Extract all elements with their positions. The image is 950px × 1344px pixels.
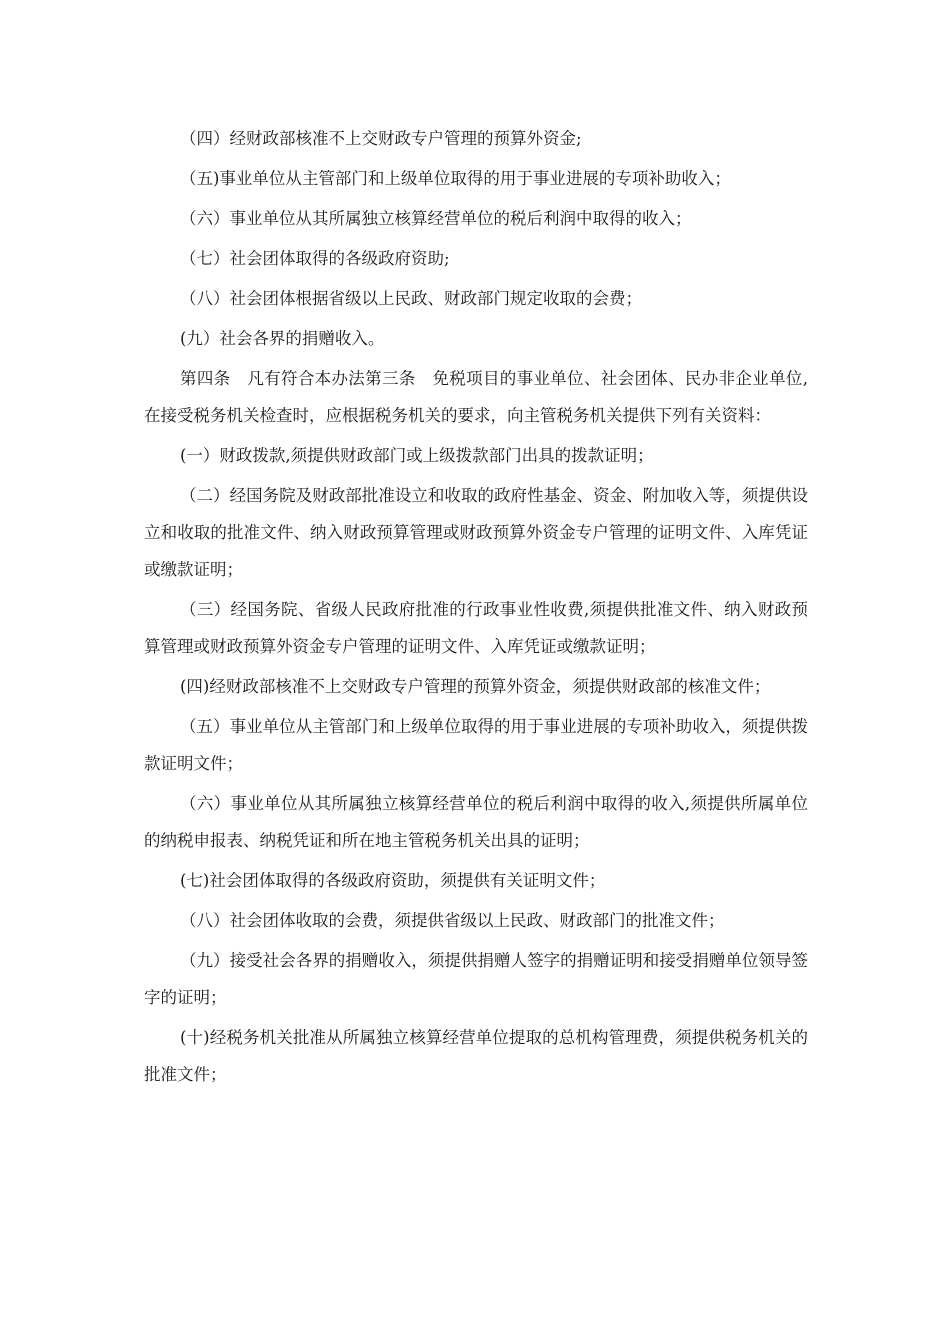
paragraph: （四）经财政部核准不上交财政专户管理的预算外资金; — [180, 129, 582, 148]
paragraph: （八）社会团体根据省级以上民政、财政部门规定收取的会费； — [180, 289, 642, 308]
paragraph: （五）事业单位从主管部门和上级单位取得的用于事业进展的专项补助收入，须提供拨款证明文件； — [144, 717, 808, 773]
document-body — [144, 120, 808, 1096]
paragraph: (一）财政拨款,须提供财政部门或上级拨款部门出具的拨款证明； — [180, 446, 654, 465]
paragraph: （二）经国务院及财政部批准设立和收取的政府性基金、资金、附加收入等，须提供设立和收取的批准文件、纳入财政预算管理或财政预算外资金专户管理的证明文件、入库凭证或缴款证明； — [144, 486, 808, 579]
paragraph: （八）社会团体收取的会费，须提供省级以上民政、财政部门的批准文件； — [180, 911, 725, 930]
paragraph: (十)经税务机关批准从所属独立核算经营单位提取的总机构管理费，须提供税务机关的批准文件； — [144, 1028, 808, 1084]
paragraph: （六）事业单位从其所属独立核算经营单位的税后利润中取得的收入； — [180, 209, 692, 228]
paragraph: (四)经财政部核准不上交财政专户管理的预算外资金，须提供财政部的核准文件； — [180, 677, 771, 696]
paragraph: （五)事业单位从主管部门和上级单位取得的用于事业进展的专项补助收入； — [180, 169, 731, 188]
paragraph: (九）社会各界的捐赠收入。 — [180, 329, 385, 348]
paragraph: （九）接受社会各界的捐赠收入，须提供捐赠人签字的捐赠证明和接受捐赠单位领导签字的证明； — [144, 951, 808, 1007]
paragraph: （三）经国务院、省级人民政府批准的行政事业性收费,须提供批准文件、纳入财政预算管理或财政预算外资金专户管理的证明文件、入库凭证或缴款证明； — [144, 600, 808, 656]
paragraph: （六）事业单位从其所属独立核算经营单位的税后利润中取得的收入,须提供所属单位的纳税申报表、纳税凭证和所在地主管税务机关出具的证明； — [144, 794, 808, 850]
paragraph: （七）社会团体取得的各级政府资助; — [180, 249, 450, 268]
paragraph: (七)社会团体取得的各级政府资助，须提供有关证明文件； — [180, 871, 606, 890]
article-paragraph: 第四条 凡有符合本办法第三条 免税项目的事业单位、社会团体、民办非企业单位,在接受税务机关检查时，应根据税务机关的要求，向主管税务机关提供下列有关资料： — [144, 369, 808, 425]
